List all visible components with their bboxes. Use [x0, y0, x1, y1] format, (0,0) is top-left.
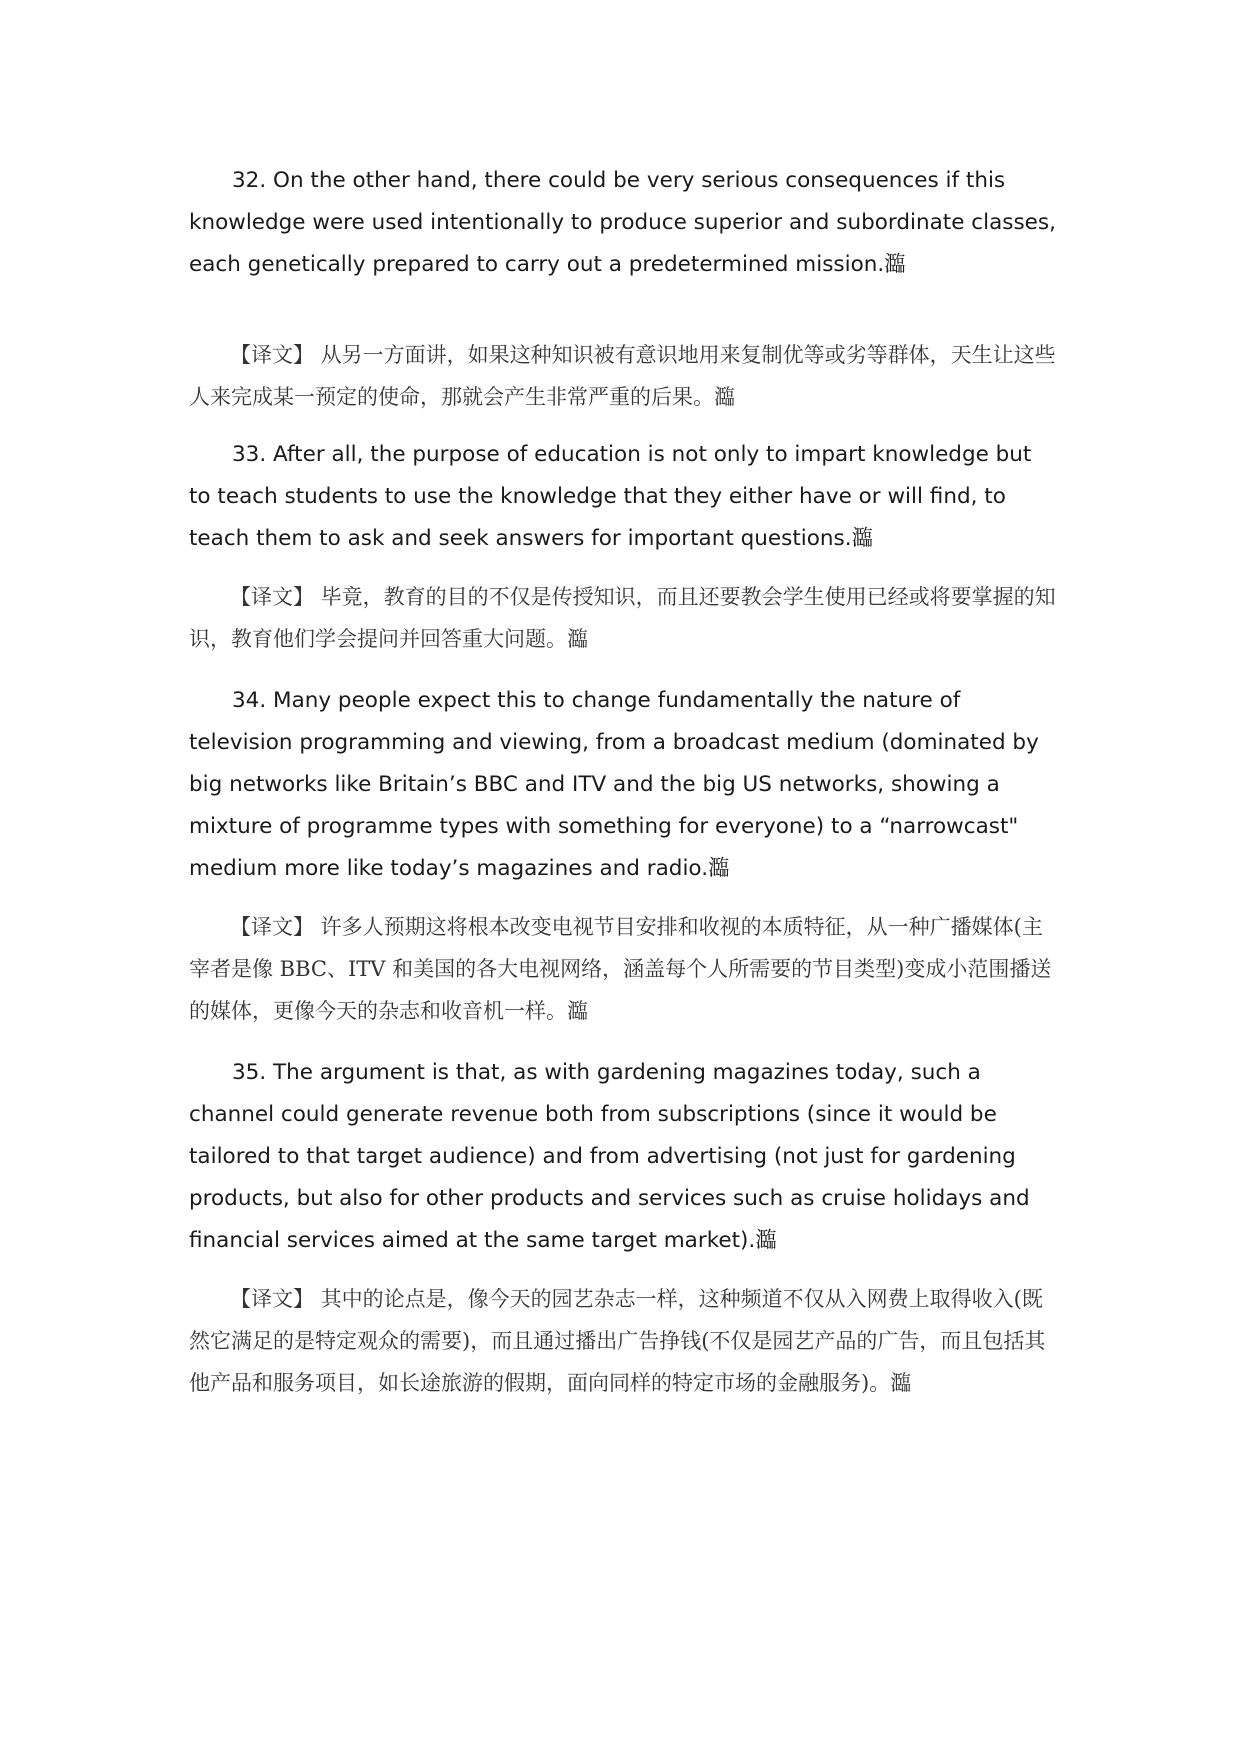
paragraph-32-translation: 【译文】 从另一方面讲，如果这种知识被有意识地用来复制优等或劣等群体，天生让这些人来完成某一预定的使命，那就会产生非常严重的后果。瀶: [189, 343, 1056, 409]
paragraph-33-translation: 【译文】 毕竟，教育的目的不仅是传授知识，而且还要教会学生使用已经或将要掌握的知识，教育他们学会提问并回答重大问题。瀶: [189, 585, 1056, 651]
paragraph-34-translation: 【译文】 许多人预期这将根本改变电视节目安排和收视的本质特征，从一种广播媒体(主宰者是像 BBC、ITV 和美国的各大电视网络，涵盖每个人所需要的节目类型)变成小范围播送的媒体，更像今天的杂志和收音机一样。瀶: [189, 915, 1052, 1023]
document-page: [189, 160, 1057, 1404]
paragraph-35-english: 35. The argument is that, as with gardening magazines today, such a channel could generate revenue both from subscriptions (since it would be tailored to that target audience) and from advertising (not just for gardening products, but also for other products and services such as cruise holidays and financial services aimed at the same target market).瀶: [189, 1060, 1030, 1253]
paragraph-34-english: 34. Many people expect this to change fundamentally the nature of television programming and viewing, from a broadcast medium (dominated by big networks like Britain’s BBC and ITV and the big US networks, showing a mixture of programme types with something for everyone) to a “narrowcast" medium more like today’s magazines and radio.瀶: [189, 688, 1039, 881]
paragraph-35-translation: 【译文】 其中的论点是，像今天的园艺杂志一样，这种频道不仅从入网费上取得收入(既然它满足的是特定观众的需要)，而且通过播出广告挣钱(不仅是园艺产品的广告，而且包括其他产品和服务项目，如长途旅游的假期，面向同样的特定市场的金融服务)。瀶: [189, 1287, 1046, 1395]
paragraph-32-english: 32. On the other hand, there could be very serious consequences if this knowledge were used intentionally to produce superior and subordinate classes, each genetically prepared to carry out a predetermined mission.瀶: [189, 168, 1056, 277]
paragraph-33-english: 33. After all, the purpose of education is not only to impart knowledge but to teach students to use the knowledge that they either have or will find, to teach them to ask and seek answers for important questions.瀶: [189, 442, 1032, 551]
